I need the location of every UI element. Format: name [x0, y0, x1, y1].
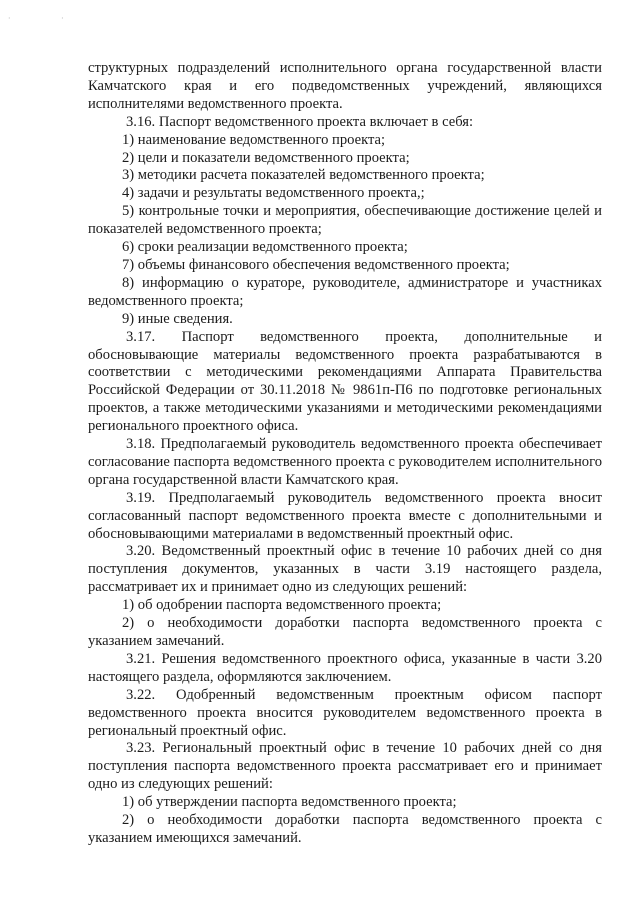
list-item: 2) о необходимости доработки паспорта ведомственного проекта с указанием имеющихся замечаний.	[88, 812, 602, 846]
list-item: 2) о необходимости доработки паспорта ведомственного проекта с указанием замечаний.	[88, 615, 602, 649]
paragraph: 3.16. Паспорт ведомственного проекта включает в себя:	[126, 113, 474, 130]
paragraph: 3.17. Паспорт ведомственного проекта, дополнительные и обосновывающие материалы ведомственного проекта разрабатываются в соответствии с методическими рекомендациями Аппарата Правительства Российской Федерации от 30.11.2018 № 9861п-П6 по подготовке региональных проектов, а также методическими указаниями и методическими рекомендациями регионального проектного офиса.	[88, 328, 602, 435]
list-item: 4) задачи и результаты ведомственного проекта,;	[122, 185, 425, 202]
document-body	[88, 60, 602, 848]
paragraph: структурных подразделений исполнительного органа государственной власти Камчатского края и его подведомственных учреждений, являющихся исполнителями ведомственного проекта.	[88, 60, 602, 112]
list-item: 3) методики расчета показателей ведомственного проекта;	[122, 167, 485, 184]
list-item: 2) цели и показатели ведомственного проекта;	[122, 149, 410, 166]
list-item: 7) объемы финансового обеспечения ведомственного проекта;	[122, 256, 510, 273]
scan-marks: · ·	[8, 14, 88, 23]
paragraph: 3.22. Одобренный ведомственным проектным офисом паспорт ведомственного проекта вносится руководителем ведомственного проекта в региональный проектный офис.	[88, 686, 602, 739]
list-item: 1) наименование ведомственного проекта;	[122, 131, 386, 148]
list-item: 1) об одобрении паспорта ведомственного проекта;	[122, 597, 442, 614]
paragraph: 3.21. Решения ведомственного проектного офиса, указанные в части 3.20 настоящего раздела, оформляются заключением.	[88, 650, 602, 685]
paragraph: 3.19. Предполагаемый руководитель ведомственного проекта вносит согласованный паспорт ведомственного проекта вместе с дополнительными и обосновывающими материалами в ведомственный проектный офис.	[88, 489, 602, 542]
paragraph: 3.18. Предполагаемый руководитель ведомственного проекта обеспечивает согласование паспорта ведомственного проекта с руководителем исполнительного органа государственной власти Камчатского края.	[88, 436, 602, 488]
list-item: 1) об утверждении паспорта ведомственного проекта;	[122, 794, 457, 811]
list-item: 9) иные сведения.	[122, 310, 233, 327]
list-item: 8) информацию о кураторе, руководителе, администраторе и участниках ведомственного проекта;	[88, 274, 602, 309]
paragraph: 3.20. Ведомственный проектный офис в течение 10 рабочих дней со дня поступления документов, указанных в части 3.19 настоящего раздела, рассматривает их и принимает одно из следующих решений:	[88, 543, 602, 596]
paragraph: 3.23. Региональный проектный офис в течение 10 рабочих дней со дня поступления паспорта ведомственного проекта рассматривает его и принимает одно из следующих решений:	[88, 740, 602, 793]
list-item: 6) сроки реализации ведомственного проекта;	[122, 239, 408, 256]
list-item: 5) контрольные точки и мероприятия, обеспечивающие достижение целей и показателей ведомственного проекта;	[88, 203, 602, 238]
